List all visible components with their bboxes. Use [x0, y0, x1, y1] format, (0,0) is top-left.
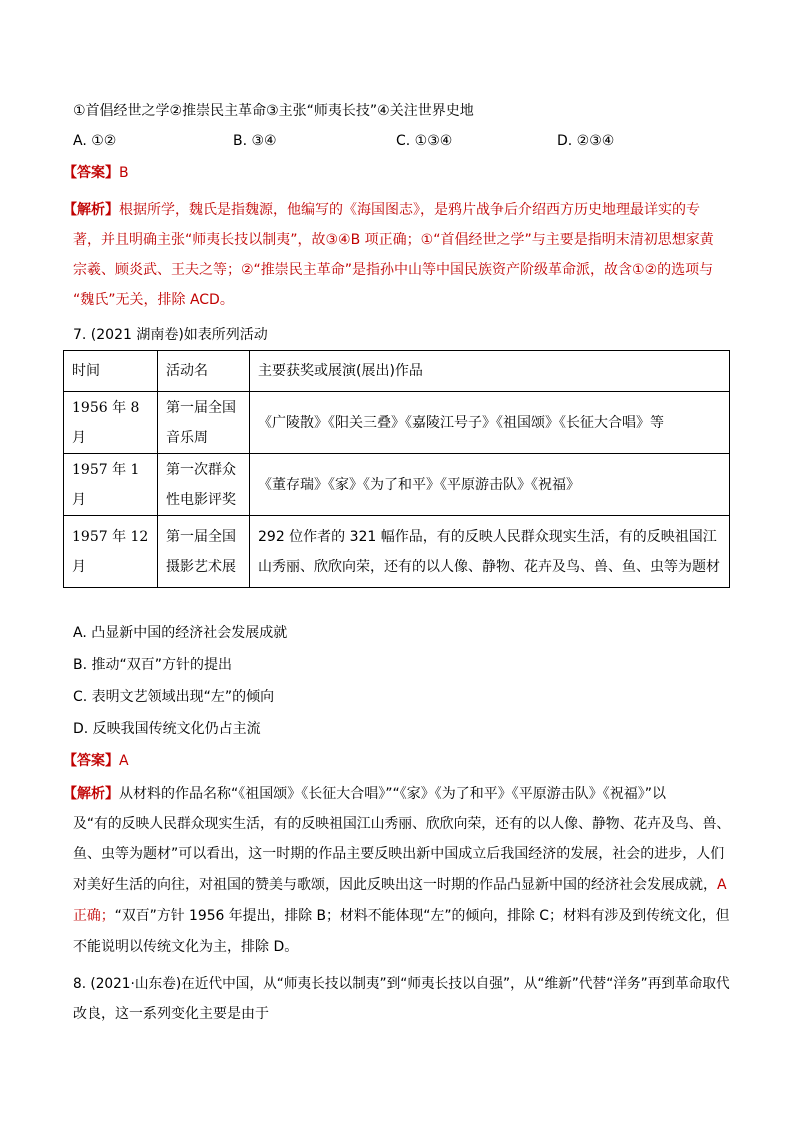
table-cell-works: 《董存瑞》《家》《为了和平》《平原游击队》《祝福》: [250, 454, 730, 516]
q6-option-b: B. ③④: [233, 133, 277, 149]
table-cell-time: 1957 年 12 月: [64, 516, 158, 588]
q6-option-c: C. ①③④: [396, 133, 453, 149]
q7-analysis-line2: 及“有的反映人民群众现实生活，有的反映祖国江山秀丽、欣欣向荣，还有的以人像、静物、花卉及鸟、兽、: [73, 816, 731, 832]
q6-answer: [63, 163, 129, 183]
q7-analysis-line6: 不能说明以传统文化为主，排除 D。: [73, 939, 299, 955]
q6-analysis-line4: “魏氏”无关，排除 ACD。: [73, 292, 234, 308]
table-cell-works: 292 位作者的 321 幅作品，有的反映人民群众现实生活，有的反映祖国江山秀丽、欣欣向荣，还有的以人像、静物、花卉及鸟、兽、鱼、虫等为题材: [250, 516, 730, 588]
q7-table: [63, 350, 730, 588]
q8-stem-line2: 改良，这一系列变化主要是由于: [73, 1006, 269, 1022]
answer-value: B: [119, 165, 129, 181]
table-cell-time: 1957 年 1 月: [64, 454, 158, 516]
q7-option-d: D. 反映我国传统文化仍占主流: [73, 721, 261, 737]
q7-option-a: A. 凸显新中国的经济社会发展成就: [73, 625, 288, 641]
q7-option-c: C. 表明文艺领域出现“左”的倾向: [73, 689, 275, 705]
analysis-tag: 【解析】: [63, 786, 119, 802]
table-cell-time: 1956 年 8 月: [64, 392, 158, 454]
answer-value: A: [119, 753, 129, 769]
table-header-cell: 主要获奖或展演(展出)作品: [250, 351, 730, 392]
table-header-row: [64, 351, 730, 392]
table-row: [64, 454, 730, 516]
analysis-tag: 【解析】: [63, 202, 119, 218]
table-cell-works: 《广陵散》《阳关三叠》《嘉陵江号子》《祖国颂》《长征大合唱》等: [250, 392, 730, 454]
q6-analysis-line2: 著，并且明确主张“师夷长技以制夷”，故③④B 项正确；①“首倡经世之学”与主要是指明末清初思想家黄: [73, 232, 714, 248]
q7-analysis-line5: 正确；“双百”方针 1956 年提出，排除 B；材料不能体现“左”的倾向，排除 C；材料有涉及到传统文化，但: [73, 908, 730, 924]
q8-stem-line1: 8. (2021·山东卷)在近代中国，从“师夷长技以制夷”到“师夷长技以自强”，从“维新”代替“洋务”再到革命取代: [73, 976, 730, 992]
q7-stem: 7. (2021 湖南卷)如表所列活动: [73, 327, 268, 343]
q7-answer: [63, 751, 129, 771]
table-header-cell: 活动名: [158, 351, 250, 392]
table-cell-name: 第一次群众性电影评奖: [158, 454, 250, 516]
answer-tag: 【答案】: [63, 753, 119, 769]
q7-analysis-line4: 对美好生活的向往，对祖国的赞美与歌颂，因此反映出这一时期的作品凸显新中国的经济社会发展成就，A: [73, 877, 727, 893]
table-cell-name: 第一届全国摄影艺术展: [158, 516, 250, 588]
table-header-cell: 时间: [64, 351, 158, 392]
q6-option-a: A. ①②: [73, 133, 117, 149]
q7-analysis-line3: 鱼、虫等为题材”可以看出，这一时期的作品主要反映出新中国成立后我国经济的发展，社会的进步，人们: [73, 846, 725, 862]
q6-analysis-line3: 宗羲、顾炎武、王夫之等；②“推崇民主革命”是指孙中山等中国民族资产阶级革命派，故含①②的选项与: [73, 262, 714, 278]
q7-analysis-line1: 【解析】从材料的作品名称“《祖国颂》《长征大合唱》”“《家》《为了和平》《平原游击队》《祝福》”以: [63, 786, 667, 802]
table-row: [64, 392, 730, 454]
q7-option-b: B. 推动“双百”方针的提出: [73, 657, 233, 673]
answer-tag: 【答案】: [63, 165, 119, 181]
q6-option-d: D. ②③④: [557, 133, 615, 149]
table-row: [64, 516, 730, 588]
q6-statement: ①首倡经世之学②推崇民主革命③主张“师夷长技”④关注世界史地: [73, 103, 474, 119]
q6-analysis-line1: 【解析】根据所学，魏氏是指魏源，他编写的《海国图志》，是鸦片战争后介绍西方历史地理最详实的专: [63, 202, 700, 218]
table-cell-name: 第一届全国音乐周: [158, 392, 250, 454]
